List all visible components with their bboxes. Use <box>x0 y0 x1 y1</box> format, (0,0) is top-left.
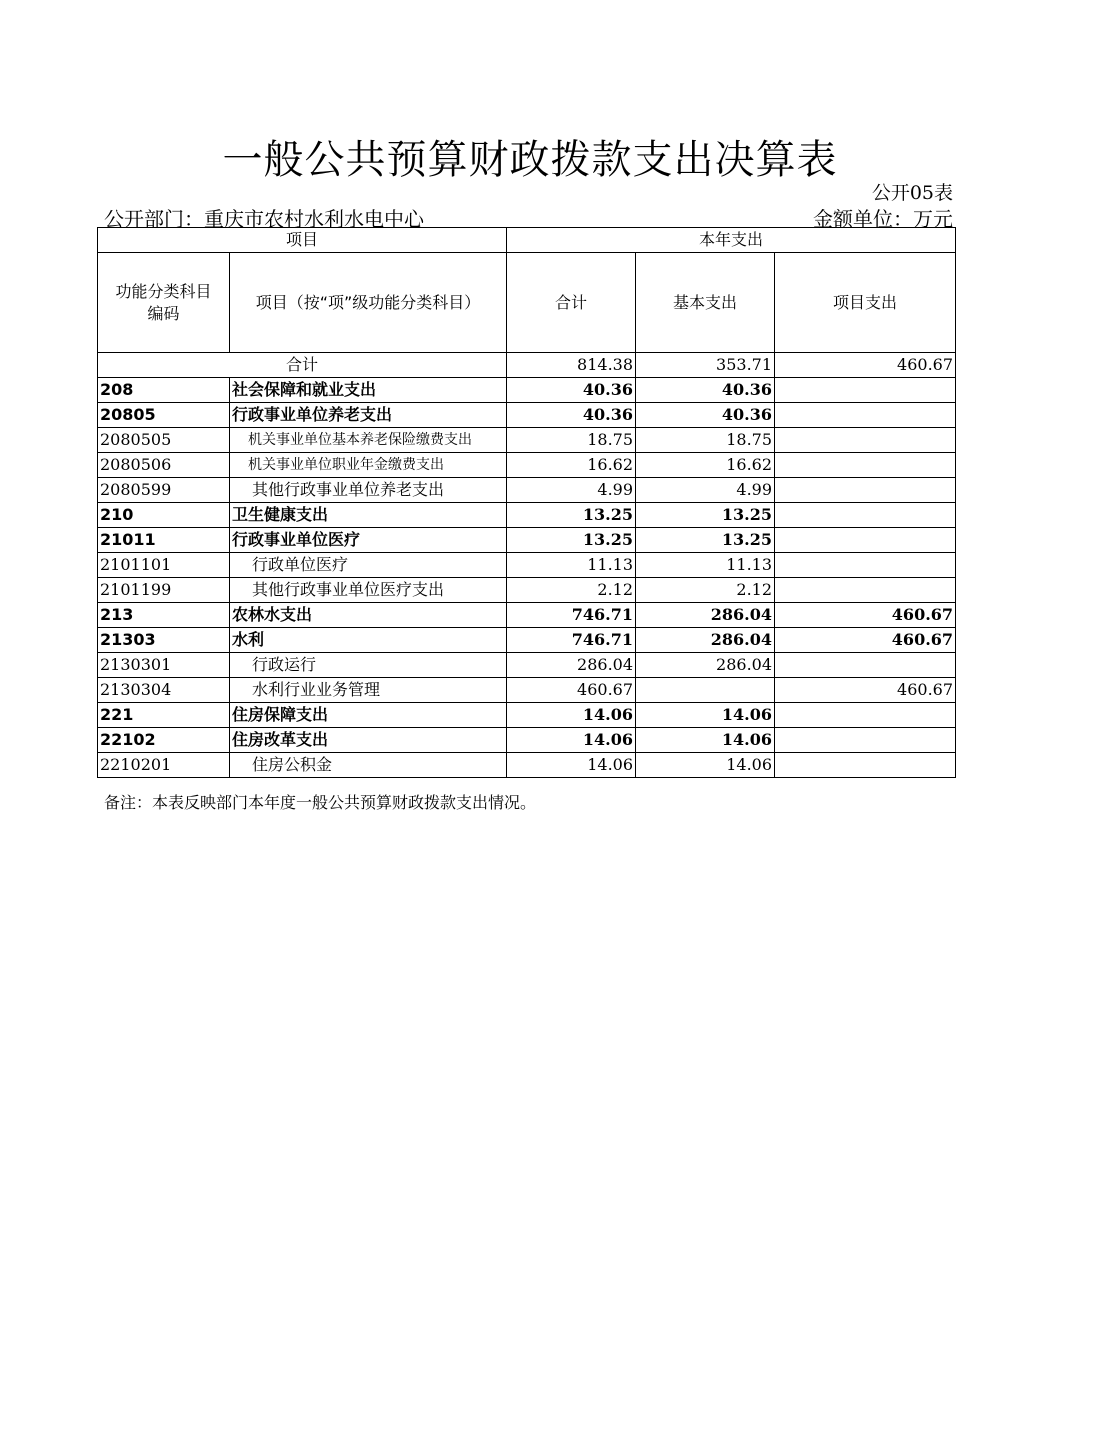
row-basic: 286.04 <box>636 653 775 678</box>
row-name: 行政事业单位养老支出 <box>230 403 507 428</box>
row-name: 社会保障和就业支出 <box>230 378 507 403</box>
row-code: 2130301 <box>98 653 230 678</box>
header-project: 项目 <box>98 228 507 253</box>
row-project <box>775 503 956 528</box>
row-code: 21011 <box>98 528 230 553</box>
row-total: 14.06 <box>507 703 636 728</box>
table-row <box>98 678 956 703</box>
row-project <box>775 753 956 778</box>
row-total: 746.71 <box>507 603 636 628</box>
total-basic: 353.71 <box>636 353 775 378</box>
table-row <box>98 503 956 528</box>
row-name: 行政单位医疗 <box>230 553 507 578</box>
row-name: 其他行政事业单位医疗支出 <box>230 578 507 603</box>
row-code: 2130304 <box>98 678 230 703</box>
row-name: 水利行业业务管理 <box>230 678 507 703</box>
row-project <box>775 478 956 503</box>
total-row <box>98 353 956 378</box>
row-project <box>775 428 956 453</box>
row-project <box>775 653 956 678</box>
header-code: 功能分类科目编码 <box>98 253 230 353</box>
row-basic: 14.06 <box>636 728 775 753</box>
form-number: 公开05表 <box>871 182 953 204</box>
table-row <box>98 603 956 628</box>
row-code: 210 <box>98 503 230 528</box>
row-total: 14.06 <box>507 753 636 778</box>
row-basic: 40.36 <box>636 378 775 403</box>
total-label: 合计 <box>98 353 507 378</box>
row-project: 460.67 <box>775 678 956 703</box>
page-title: 一般公共预算财政拨款支出决算表 <box>222 137 838 183</box>
budget-table <box>97 227 956 778</box>
table-row <box>98 403 956 428</box>
row-total: 18.75 <box>507 428 636 453</box>
row-basic: 40.36 <box>636 403 775 428</box>
row-project <box>775 703 956 728</box>
row-total: 460.67 <box>507 678 636 703</box>
row-name: 行政运行 <box>230 653 507 678</box>
total-amount: 814.38 <box>507 353 636 378</box>
row-basic: 13.25 <box>636 503 775 528</box>
row-basic <box>636 678 775 703</box>
row-project: 460.67 <box>775 603 956 628</box>
row-basic: 286.04 <box>636 603 775 628</box>
row-project <box>775 453 956 478</box>
table-row <box>98 428 956 453</box>
row-total: 13.25 <box>507 528 636 553</box>
row-basic: 14.06 <box>636 703 775 728</box>
row-total: 40.36 <box>507 378 636 403</box>
row-code: 2101199 <box>98 578 230 603</box>
row-basic: 11.13 <box>636 553 775 578</box>
row-code: 2080599 <box>98 478 230 503</box>
table-row <box>98 553 956 578</box>
row-total: 286.04 <box>507 653 636 678</box>
row-code: 2080506 <box>98 453 230 478</box>
table-row <box>98 653 956 678</box>
row-code: 2210201 <box>98 753 230 778</box>
row-project <box>775 378 956 403</box>
row-basic: 16.62 <box>636 453 775 478</box>
row-total: 14.06 <box>507 728 636 753</box>
row-name: 水利 <box>230 628 507 653</box>
row-name: 住房公积金 <box>230 753 507 778</box>
row-total: 2.12 <box>507 578 636 603</box>
row-basic: 2.12 <box>636 578 775 603</box>
header-row-1 <box>98 228 956 253</box>
department-label: 公开部门：重庆市农村水利水电中心 <box>104 207 424 231</box>
header-row-2 <box>98 253 956 353</box>
row-code: 221 <box>98 703 230 728</box>
table-row <box>98 728 956 753</box>
row-total: 16.62 <box>507 453 636 478</box>
header-year-expense: 本年支出 <box>507 228 956 253</box>
row-code: 208 <box>98 378 230 403</box>
header-name: 项目（按“项”级功能分类科目） <box>230 253 507 353</box>
row-code: 213 <box>98 603 230 628</box>
table-row <box>98 378 956 403</box>
row-total: 4.99 <box>507 478 636 503</box>
row-basic: 286.04 <box>636 628 775 653</box>
table-row <box>98 528 956 553</box>
row-total: 13.25 <box>507 503 636 528</box>
footnote: 备注：本表反映部门本年度一般公共预算财政拨款支出情况。 <box>104 793 537 812</box>
row-code: 21303 <box>98 628 230 653</box>
row-basic: 13.25 <box>636 528 775 553</box>
row-total: 40.36 <box>507 403 636 428</box>
row-name: 行政事业单位医疗 <box>230 528 507 553</box>
row-name: 住房保障支出 <box>230 703 507 728</box>
row-code: 20805 <box>98 403 230 428</box>
row-code: 2101101 <box>98 553 230 578</box>
table-row <box>98 578 956 603</box>
row-project <box>775 728 956 753</box>
table-row <box>98 753 956 778</box>
row-project <box>775 553 956 578</box>
row-name: 机关事业单位基本养老保险缴费支出 <box>230 428 507 453</box>
table-row <box>98 478 956 503</box>
row-name: 农林水支出 <box>230 603 507 628</box>
row-project <box>775 528 956 553</box>
header-project-expense: 项目支出 <box>775 253 956 353</box>
row-basic: 14.06 <box>636 753 775 778</box>
row-name: 其他行政事业单位养老支出 <box>230 478 507 503</box>
row-project: 460.67 <box>775 628 956 653</box>
row-project <box>775 403 956 428</box>
header-basic: 基本支出 <box>636 253 775 353</box>
amount-unit-label: 金额单位：万元 <box>813 207 953 231</box>
total-project: 460.67 <box>775 353 956 378</box>
row-total: 746.71 <box>507 628 636 653</box>
row-code: 22102 <box>98 728 230 753</box>
row-code: 2080505 <box>98 428 230 453</box>
row-name: 机关事业单位职业年金缴费支出 <box>230 453 507 478</box>
row-basic: 4.99 <box>636 478 775 503</box>
row-basic: 18.75 <box>636 428 775 453</box>
table-row <box>98 703 956 728</box>
table-row <box>98 628 956 653</box>
row-name: 住房改革支出 <box>230 728 507 753</box>
row-total: 11.13 <box>507 553 636 578</box>
row-project <box>775 578 956 603</box>
table-row <box>98 453 956 478</box>
header-total: 合计 <box>507 253 636 353</box>
row-name: 卫生健康支出 <box>230 503 507 528</box>
